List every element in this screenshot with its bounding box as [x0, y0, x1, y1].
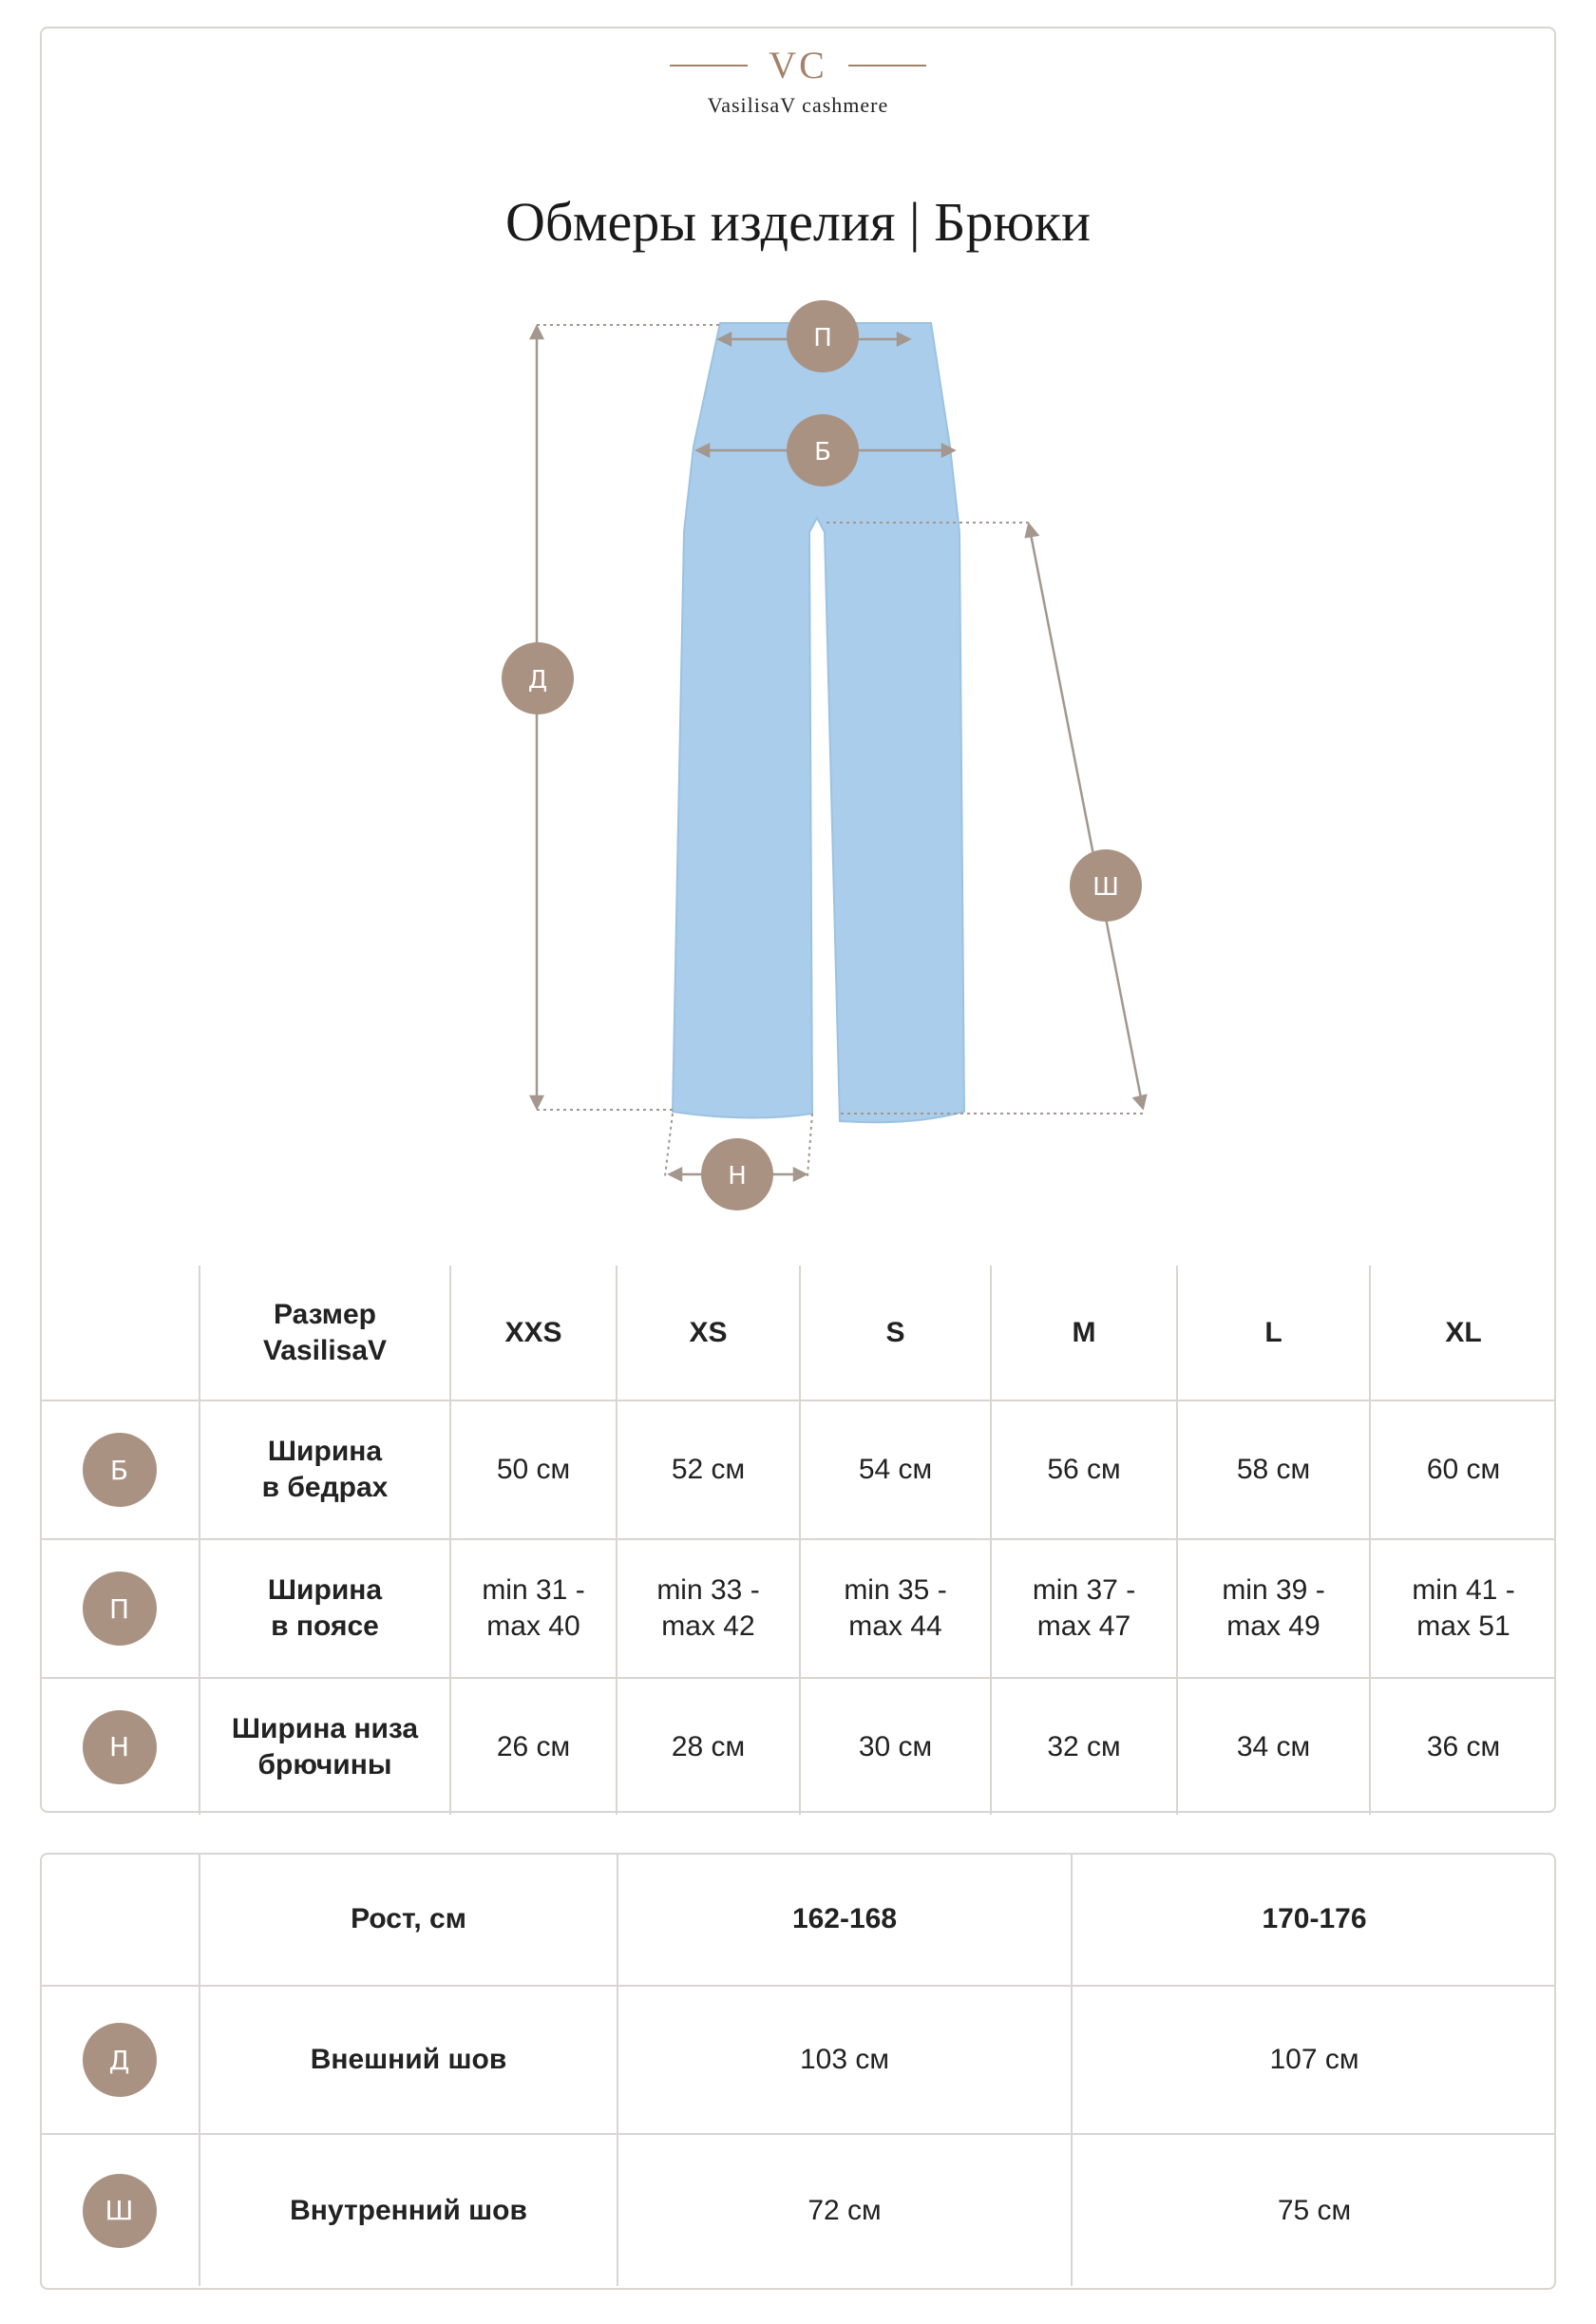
row-label: Ширина низа брючины [200, 1678, 450, 1815]
table-row [40, 1678, 1556, 1815]
table-cell: 72 см [618, 2134, 1072, 2286]
hips-marker [787, 414, 859, 486]
size-header-cell: XS [617, 1266, 800, 1400]
table-row [40, 1986, 1556, 2134]
table-cell: 36 см [1370, 1678, 1556, 1815]
table-cell: 52 см [617, 1400, 800, 1539]
size-header-cell: S [800, 1266, 991, 1400]
measure-badge: Ш [83, 2174, 157, 2248]
table-cell: 50 см [450, 1400, 617, 1539]
table-cell: min 33 - max 42 [617, 1539, 800, 1678]
table-cell: 60 см [1370, 1400, 1556, 1539]
measure-badge: П [83, 1572, 157, 1646]
measure-badge: Д [83, 2023, 157, 2097]
size-header-label: Размер VasilisaV [200, 1266, 450, 1400]
size-header-cell: XXS [450, 1266, 617, 1400]
table-cell: min 41 - max 51 [1370, 1539, 1556, 1678]
height-header-cell: 170-176 [1072, 1853, 1556, 1986]
size-header-cell: M [991, 1266, 1177, 1400]
table-cell: min 31 - max 40 [450, 1539, 617, 1678]
waist-marker [787, 300, 859, 372]
row-label: Ширина в бедрах [200, 1400, 450, 1539]
inseam-marker [1070, 849, 1142, 922]
height-header-row [40, 1853, 1556, 1986]
table-cell: 30 см [800, 1678, 991, 1815]
waist-marker-label: П [813, 324, 832, 352]
inseam-arrow [1029, 524, 1143, 1108]
row-label: Внутренний шов [200, 2134, 618, 2286]
measure-badge: Н [83, 1710, 157, 1784]
hem-marker-label: Н [728, 1162, 747, 1191]
logo-monogram: VC [769, 44, 827, 86]
table-cell: 103 см [618, 1986, 1072, 2134]
row-label: Внешний шов [200, 1986, 618, 2134]
hips-marker-label: Б [814, 438, 831, 467]
table-cell: 75 см [1072, 2134, 1556, 2286]
page-title: Обмеры изделия | Брюки [504, 191, 1092, 253]
size-header-cell: XL [1370, 1266, 1556, 1400]
logo-wordmark: VasilisaV cashmere [707, 93, 889, 117]
table-cell: 26 см [450, 1678, 617, 1815]
table-cell: 54 см [800, 1400, 991, 1539]
row-label: Ширина в поясе [200, 1539, 450, 1678]
table-cell: min 37 - max 47 [991, 1539, 1177, 1678]
height-header-label: Рост, см [200, 1853, 618, 1986]
table-cell: 28 см [617, 1678, 800, 1815]
hem-guide-left [665, 1114, 673, 1176]
length-marker [502, 642, 574, 714]
table-cell: 34 см [1177, 1678, 1370, 1815]
table-row [40, 2134, 1556, 2286]
table-cell: 56 см [991, 1400, 1177, 1539]
size-table [40, 1266, 1556, 1815]
table-row [40, 1539, 1556, 1678]
size-header-cell: L [1177, 1266, 1370, 1400]
table-cell: 58 см [1177, 1400, 1370, 1539]
measure-badge: Б [83, 1433, 157, 1507]
size-header-row [40, 1266, 1556, 1400]
length-marker-label: Д [527, 666, 548, 695]
table-cell: min 35 - max 44 [800, 1539, 991, 1678]
hem-guide-right [808, 1114, 812, 1176]
table-cell: min 39 - max 49 [1177, 1539, 1370, 1678]
height-table [40, 1853, 1556, 2286]
height-header-cell: 162-168 [618, 1853, 1072, 1986]
table-cell: 32 см [991, 1678, 1177, 1815]
table-cell: 107 см [1072, 1986, 1556, 2134]
inseam-marker-label: Ш [1092, 873, 1119, 902]
table-row [40, 1400, 1556, 1539]
hem-marker [701, 1138, 773, 1210]
